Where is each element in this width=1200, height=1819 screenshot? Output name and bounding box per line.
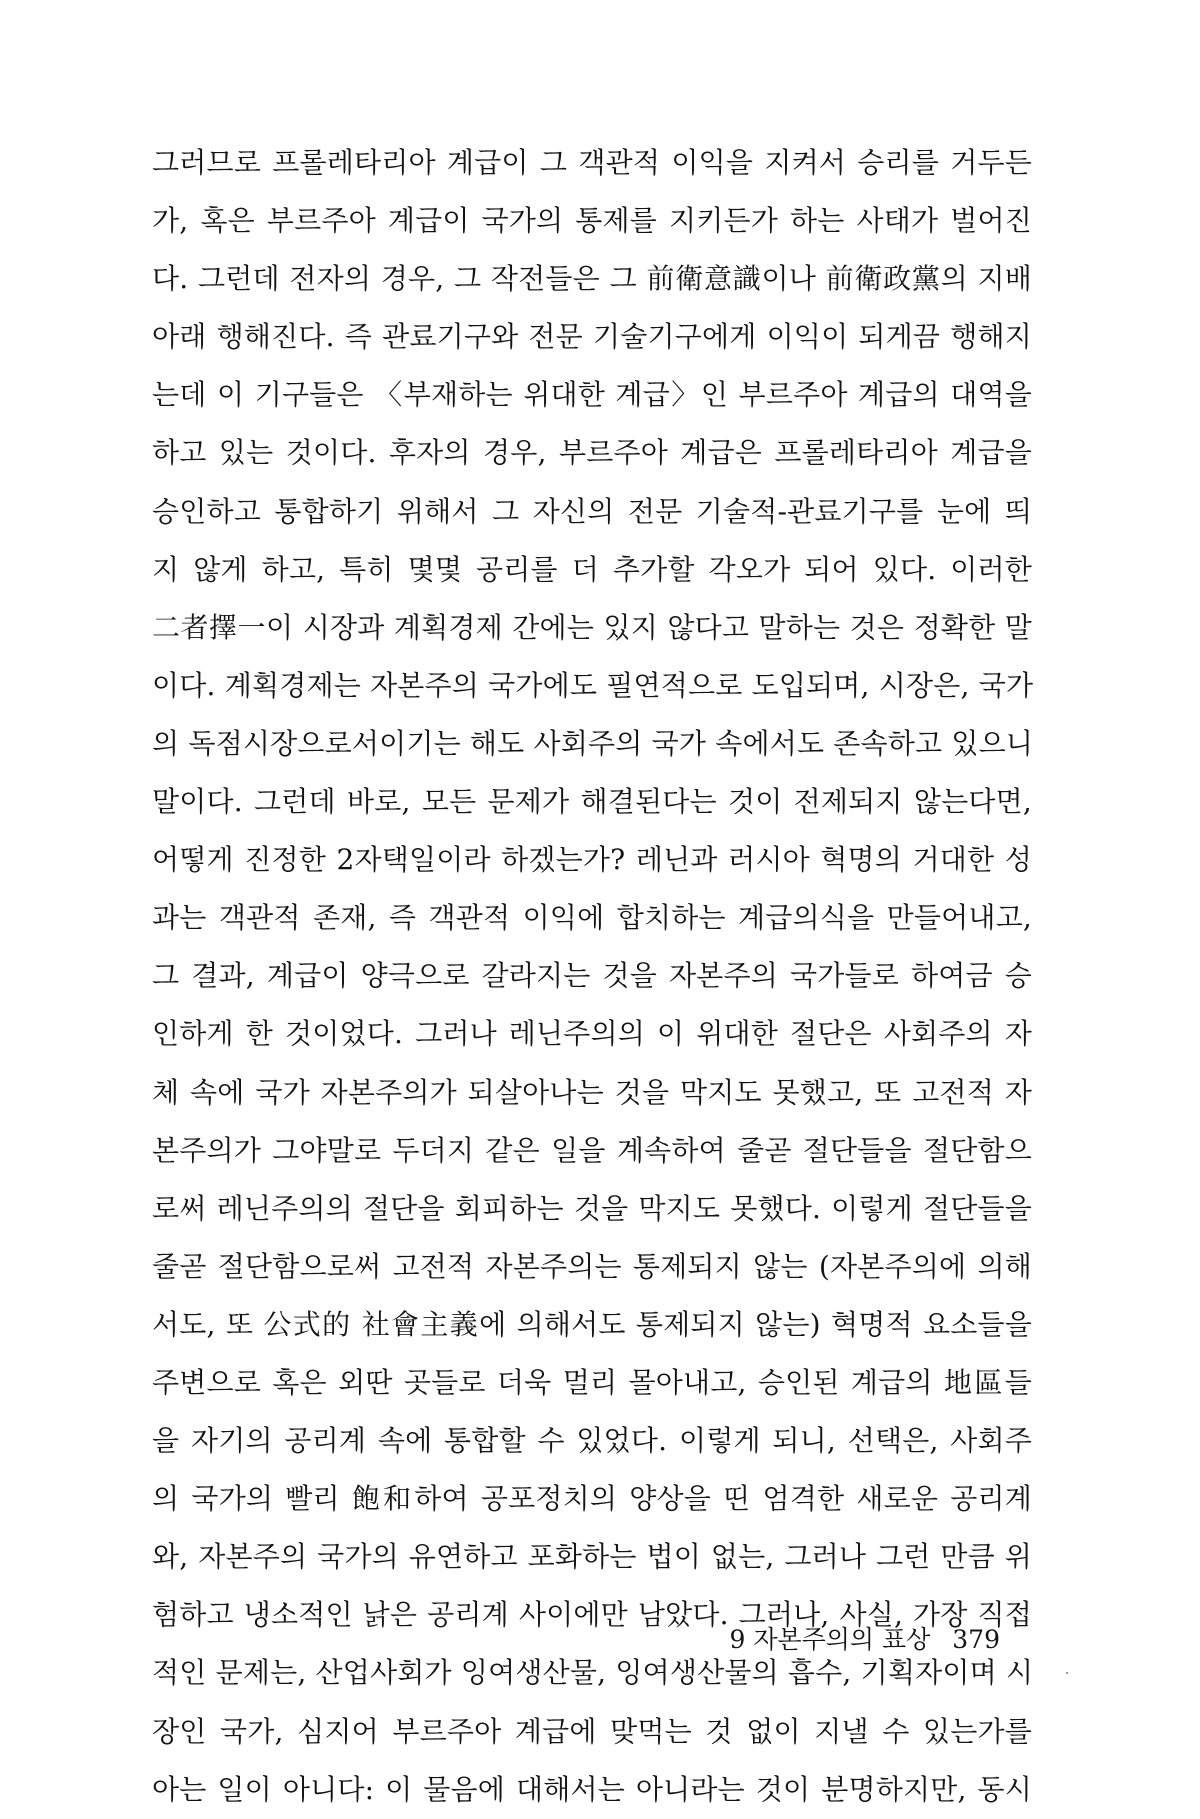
text-line: 의 국가의 빨리 飽和하여 공포정치의 양상을 띤 엄격한 새로운 공리계: [152, 1482, 1032, 1516]
page-number: 379: [952, 1625, 1000, 1654]
text-line: 아래 행해진다. 즉 관료기구와 전문 기술기구에게 이익이 되게끔 행해지: [152, 320, 1032, 354]
text-line: 본주의가 그야말로 두더지 같은 일을 계속하여 줄곧 절단들을 절단함으: [152, 1133, 1032, 1167]
text-line: 의 독점시장으로서이기는 해도 사회주의 국가 속에서도 존속하고 있으니: [152, 726, 1034, 760]
text-line: 이다. 계획경제는 자본주의 국가에도 필연적으로 도입되며, 시장은, 국가: [152, 668, 1034, 702]
text-line: 지 않게 하고, 특히 몇몇 공리를 더 추가할 각오가 되어 있다. 이러한: [152, 552, 1032, 586]
text-line: 로써 레닌주의의 절단을 회피하는 것을 막지도 못했다. 이렇게 절단들을: [152, 1191, 1032, 1225]
text-line: 아는 일이 아니다: 이 물음에 대해서는 아니라는 것이 분명하지만, 동시: [152, 1772, 1032, 1806]
text-line: 을 자기의 공리계 속에 통합할 수 있었다. 이렇게 되니, 선택은, 사회주: [152, 1424, 1032, 1458]
text-line: 적인 문제는, 산업사회가 잉여생산물, 잉여생산물의 흡수, 기획자이며 시: [152, 1656, 1034, 1690]
text-line: 험하고 냉소적인 낡은 공리계 사이에만 남았다. 그러나, 사실, 가장 직접: [152, 1598, 1032, 1632]
text-line: 승인하고 통합하기 위해서 그 자신의 전문 기술적-관료기구를 눈에 띄: [152, 494, 1032, 528]
text-line: 와, 자본주의 국가의 유연하고 포화하는 법이 없는, 그러나 그런 만큼 위: [152, 1540, 1032, 1574]
scan-speck: [1066, 1672, 1068, 1674]
text-line: 인하게 한 것이었다. 그러나 레닌주의의 이 위대한 절단은 사회주의 자: [152, 1017, 1032, 1051]
running-footer: [729, 1620, 1000, 1660]
text-line: 장인 국가, 심지어 부르주아 계급에 맞먹는 것 없이 지낼 수 있는가를: [152, 1714, 1032, 1748]
text-line: 는데 이 기구들은 〈부재하는 위대한 계급〉인 부르주아 계급의 대역을: [152, 378, 1032, 412]
text-line: 그러므로 프롤레타리아 계급이 그 객관적 이익을 지켜서 승리를 거두든: [152, 146, 1032, 179]
body-text: [152, 134, 1032, 1819]
text-line: 그 결과, 계급이 양극으로 갈라지는 것을 자본주의 국가들로 하여금 승: [152, 959, 1032, 993]
text-line: 주변으로 혹은 외딴 곳들로 더욱 멀리 몰아내고, 승인된 계급의 地區들: [152, 1365, 1032, 1399]
text-line: 二者擇一이 시장과 계획경제 간에는 있지 않다고 말하는 것은 정확한 말: [152, 610, 1032, 644]
text-line: 과는 객관적 존재, 즉 객관적 이익에 합치하는 계급의식을 만들어내고,: [152, 901, 1032, 935]
text-line: 어떻게 진정한 2자택일이라 하겠는가? 레닌과 러시아 혁명의 거대한 성: [152, 843, 1032, 877]
chapter-title: 9 자본주의의 표상: [729, 1625, 931, 1654]
text-line: 줄곧 절단함으로써 고전적 자본주의는 통제되지 않는 (자본주의에 의해: [152, 1249, 1032, 1283]
text-line: 말이다. 그런데 바로, 모든 문제가 해결된다는 것이 전제되지 않는다면,: [152, 785, 1032, 819]
text-line: 하고 있는 것이다. 후자의 경우, 부르주아 계급은 프롤레타리아 계급을: [152, 436, 1032, 470]
text-line: 다. 그런데 전자의 경우, 그 작전들은 그 前衛意識이나 前衛政黨의 지배: [152, 262, 1032, 296]
text-line: 서도, 또 公式的 社會主義에 의해서도 통제되지 않는) 혁명적 요소들을: [152, 1307, 1032, 1341]
text-line: 가, 혹은 부르주아 계급이 국가의 통제를 지키든가 하는 사태가 벌어진: [152, 204, 1032, 238]
text-line: 체 속에 국가 자본주의가 되살아나는 것을 막지도 못했고, 또 고전적 자: [152, 1075, 1032, 1109]
